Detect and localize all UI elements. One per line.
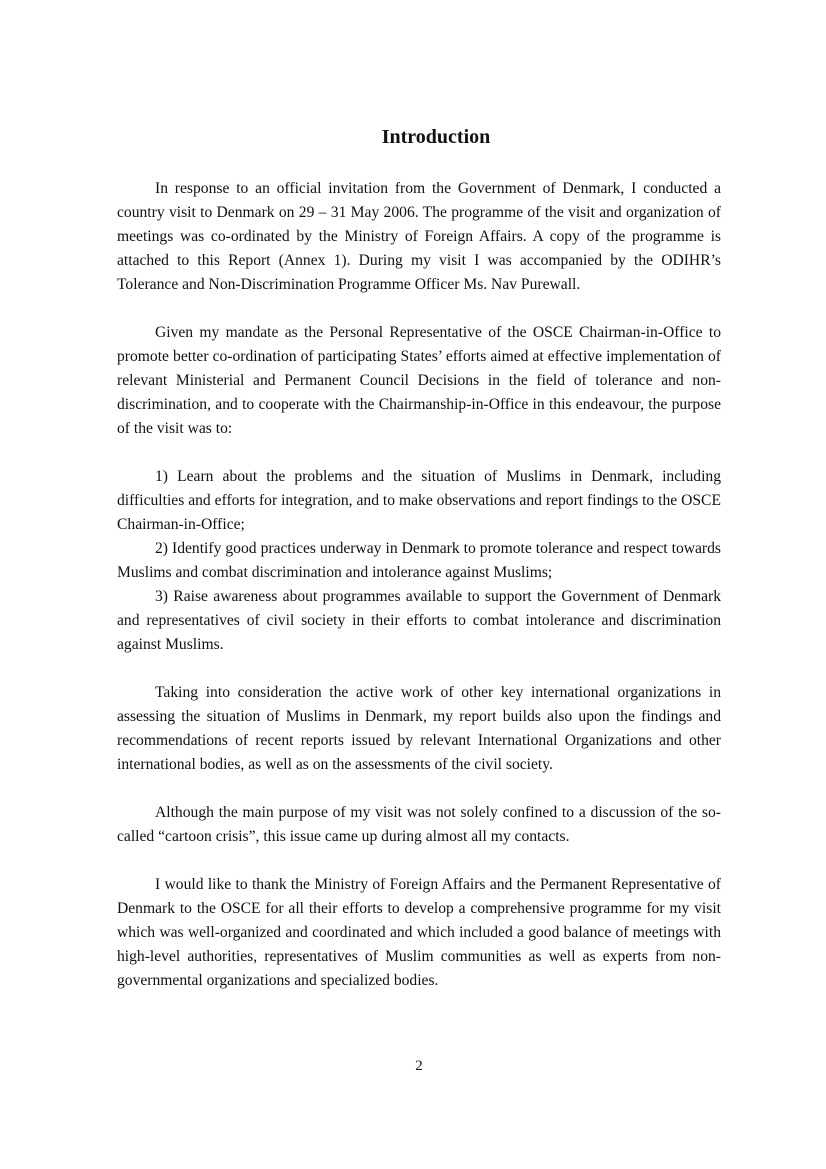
paragraph-thanks: I would like to thank the Ministry of Foreign Affairs and the Permanent Representative of Denmark to the OSCE for all their efforts to develop a comprehensive programme for my visit which was well-organized and coordinated and which included a good balance of meetings with high-level authorities, representatives of Muslim communities as well as experts from non-governmental organizations and specialized bodies.	[117, 876, 721, 989]
list-item-1: 1) Learn about the problems and the situation of Muslims in Denmark, including difficulties and efforts for integration, and to make observations and report findings to the OSCE Chairman-in-Office;	[117, 468, 721, 533]
list-item-3: 3) Raise awareness about programmes available to support the Government of Denmark and representatives of civil society in their efforts to combat intolerance and discrimination against Muslims.	[117, 588, 721, 653]
paragraph-cartoon-crisis: Although the main purpose of my visit was not solely confined to a discussion of the so-called “cartoon crisis”, this issue came up during almost all my contacts.	[117, 804, 721, 845]
paragraph-mandate: Given my mandate as the Personal Representative of the OSCE Chairman-in-Office to promote better co-ordination of participating States’ efforts aimed at effective implementation of relevant Ministerial and Permanent Council Decisions in the field of tolerance and non-discrimination, and to cooperate with the Chairmanship-in-Office in this endeavour, the purpose of the visit was to:	[117, 324, 721, 437]
page-title: Introduction	[381, 126, 491, 148]
page-number: 2	[415, 1058, 423, 1074]
paragraph-intro: In response to an official invitation from the Government of Denmark, I conducted a country visit to Denmark on 29 – 31 May 2006. The programme of the visit and organization of meetings was co-ordinated by the Ministry of Foreign Affairs. A copy of the programme is attached to this Report (Annex 1). During my visit I was accompanied by the ODIHR’s Tolerance and Non-Discrimination Programme Officer Ms. Nav Purewall.	[117, 180, 721, 293]
list-item-2: 2) Identify good practices underway in Denmark to promote tolerance and respect towards Muslims and combat discrimination and intolerance against Muslims;	[117, 540, 721, 581]
paragraph-consideration: Taking into consideration the active work of other key international organizations in assessing the situation of Muslims in Denmark, my report builds also upon the findings and recommendations of recent reports issued by relevant International Organizations and other international bodies, as well as on the assessments of the civil society.	[117, 684, 721, 773]
body-text	[117, 177, 721, 993]
